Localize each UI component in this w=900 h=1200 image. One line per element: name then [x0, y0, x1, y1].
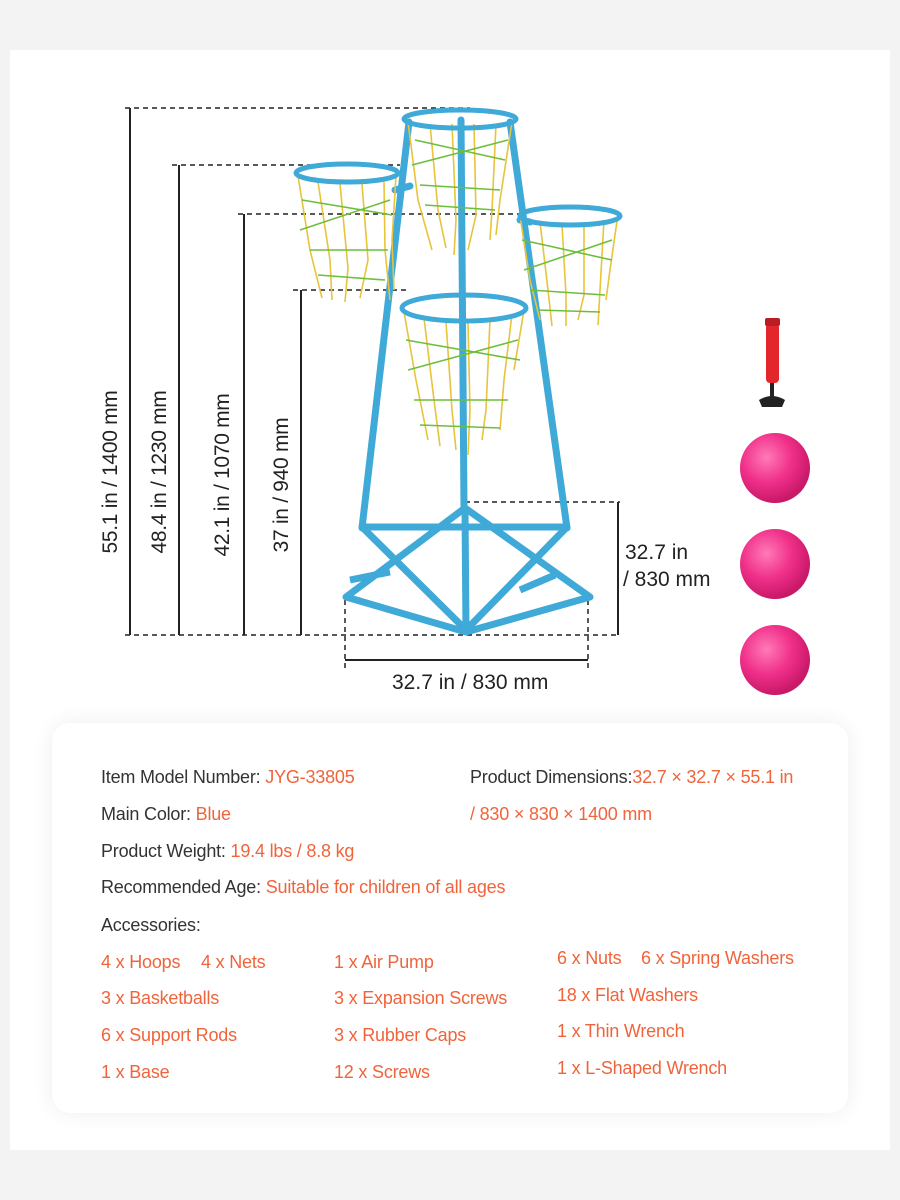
accessory-thin-wrench: 1 x Thin Wrench [557, 1021, 685, 1041]
accessory-l-wrench: 1 x L-Shaped Wrench [557, 1058, 727, 1078]
main-color-row [101, 804, 231, 825]
model-number-row [101, 767, 355, 788]
accessory-rubber-caps: 3 x Rubber Caps [334, 1025, 467, 1045]
accessory-flat-washers: 18 x Flat Washers [557, 985, 698, 1005]
pink-ball-icon [740, 433, 810, 503]
pink-ball-icon [740, 625, 810, 695]
dims-value-mm: / 830 × 830 × 1400 mm [470, 804, 652, 824]
color-value: Blue [195, 804, 231, 824]
age-label: Recommended Age: [101, 877, 266, 897]
dimension-hoop2-height: 48.4 in / 1230 mm [148, 390, 171, 554]
dims-label: Product Dimensions: [470, 767, 633, 787]
stand-base [346, 508, 590, 632]
stand-frame [362, 120, 567, 528]
age-row [101, 877, 505, 898]
weight-label: Product Weight: [101, 841, 231, 861]
accessory-expansion-screws: 3 x Expansion Screws [334, 988, 508, 1008]
dims-value: 32.7 × 32.7 × 55.1 in [632, 767, 794, 787]
accessory-spring-washers: 6 x Spring Washers [641, 948, 794, 968]
dimension-total-height: 55.1 in / 1400 mm [99, 390, 122, 554]
pink-ball-icon [740, 529, 810, 599]
dimension-base-width: 32.7 in / 830 mm [392, 671, 549, 694]
accessories-label: Accessories: [101, 915, 201, 935]
accessory-air-pump: 1 x Air Pump [334, 952, 434, 972]
model-label: Item Model Number: [101, 767, 266, 787]
accessory-base: 1 x Base [101, 1062, 170, 1082]
accessory-nets: 4 x Nets [201, 952, 266, 972]
dimensions-row [470, 767, 793, 788]
dimension-hoop4-height: 37 in / 940 mm [270, 417, 293, 553]
accessory-screws: 12 x Screws [334, 1062, 430, 1082]
spec-card [52, 723, 848, 1113]
weight-row [101, 841, 354, 862]
accessory-nuts: 6 x Nuts [557, 948, 622, 968]
weight-value: 19.4 lbs / 8.8 kg [230, 841, 355, 861]
age-value: Suitable for children of all ages [265, 877, 506, 897]
model-value: JYG-33805 [265, 767, 355, 787]
accessory-basketballs: 3 x Basketballs [101, 988, 220, 1008]
dimension-hoop3-height: 42.1 in / 1070 mm [211, 393, 234, 557]
dimension-base-depth-mm: / 830 mm [623, 568, 711, 591]
color-label: Main Color: [101, 804, 196, 824]
air-pump-icon [759, 318, 785, 407]
accessory-support-rods: 6 x Support Rods [101, 1025, 237, 1045]
accessory-hoops: 4 x Hoops [101, 952, 181, 972]
dimension-base-depth: 32.7 in [625, 541, 689, 564]
